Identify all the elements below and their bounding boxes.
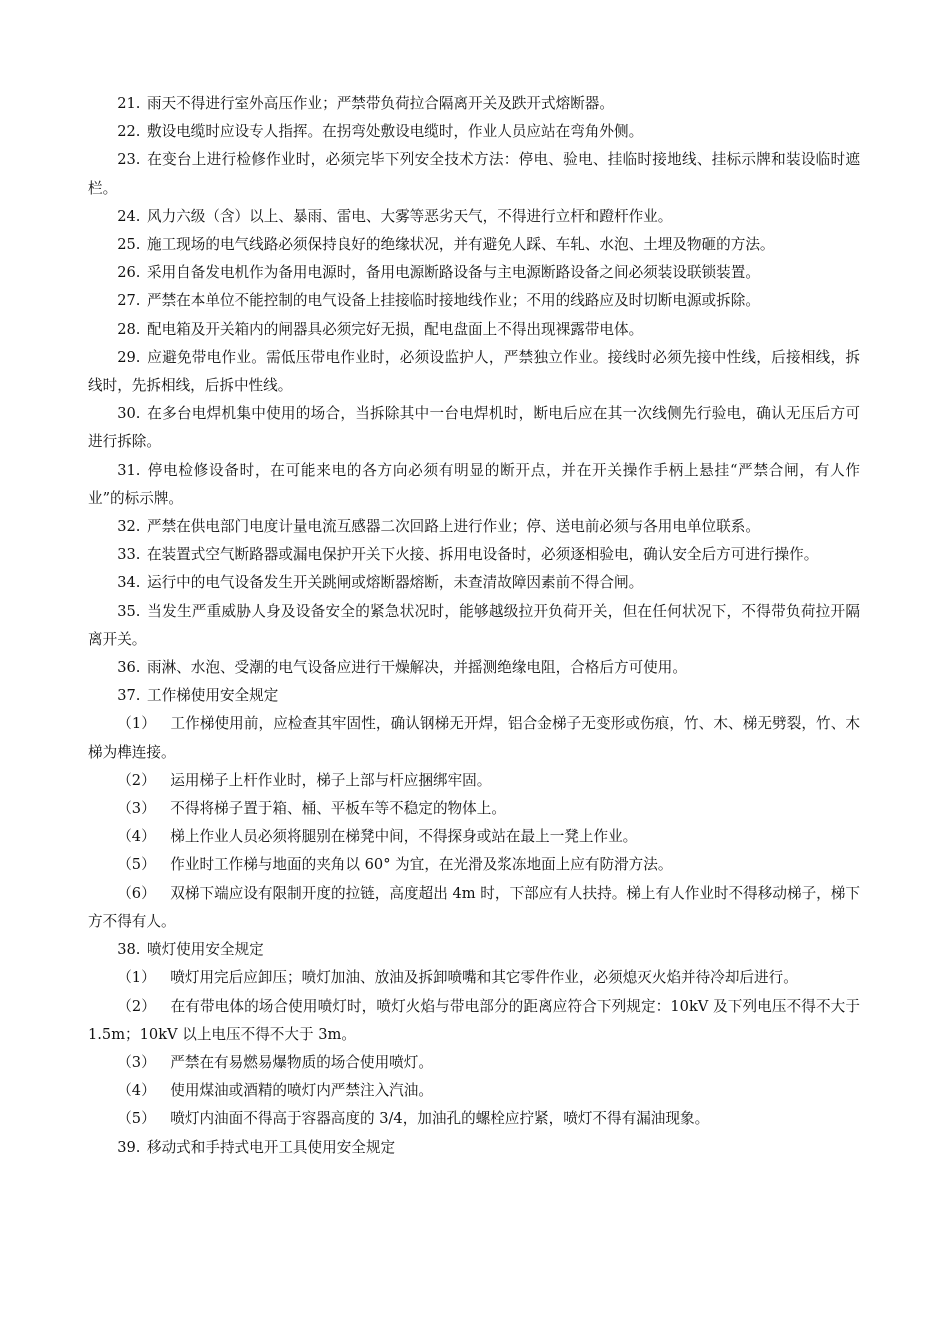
sub-item-number: （5） — [117, 1110, 156, 1128]
sub-item-37-6 — [88, 880, 860, 936]
paragraph-33 — [88, 541, 860, 569]
item-text: 在多台电焊机集中使用的场合，当拆除其中一台电焊机时，断电后应在其一次线侧先行验电，确认无压后方可进行拆除。 — [88, 405, 860, 451]
item-text: 敷设电缆时应设专人指挥。在拐弯处敷设电缆时，作业人员应站在弯角外侧。 — [146, 123, 644, 141]
sub-item-number: （5） — [117, 856, 156, 874]
item-number: 36. — [117, 659, 141, 677]
paragraph-35 — [88, 598, 860, 654]
item-number: 25. — [117, 236, 141, 254]
item-text: 配电箱及开关箱内的闸器具必须完好无损，配电盘面上不得出现裸露带电体。 — [146, 320, 644, 338]
sub-item-number: （2） — [117, 771, 156, 789]
item-number: 35. — [117, 602, 141, 620]
sub-item-38-2 — [88, 993, 860, 1049]
item-text: 在变台上进行检修作业时，必须完毕下列安全技术方法：停电、验电、挂临时接地线、挂标示牌和装设临时遮栏。 — [88, 151, 860, 197]
sub-item-text: 梯上作业人员必须将腿别在梯凳中间，不得探身或站在最上一凳上作业。 — [170, 828, 638, 846]
item-text: 采用自备发电机作为备用电源时，备用电源断路设备与主电源断路设备之间必须装设联锁装置。 — [146, 264, 760, 282]
sub-item-text: 工作梯使用前，应检查其牢固性，确认钢梯无开焊，铝合金梯子无变形或伤痕，竹、木、梯无劈裂，竹、木梯为榫连接。 — [88, 715, 860, 761]
sub-item-37-5 — [88, 851, 860, 879]
sub-item-number: （2） — [117, 997, 156, 1015]
sub-item-text: 喷灯内油面不得高于容器高度的 3/4，加油孔的螺栓应拧紧，喷灯不得有漏油现象。 — [170, 1110, 710, 1128]
item-number: 22. — [117, 123, 141, 141]
sub-item-number: （4） — [117, 828, 156, 846]
item-text: 工作梯使用安全规定 — [146, 687, 279, 705]
item-number: 23. — [117, 151, 141, 169]
item-number: 30. — [117, 405, 141, 423]
paragraph-29 — [88, 344, 860, 400]
item-number: 34. — [117, 574, 141, 592]
paragraph-24 — [88, 203, 860, 231]
item-text: 在装置式空气断路器或漏电保护开关下火接、拆用电设备时，必须逐相验电，确认安全后方可进行操作。 — [146, 546, 819, 564]
sub-item-38-3 — [88, 1049, 860, 1077]
sub-item-number: （4） — [117, 1082, 156, 1100]
item-text: 停电检修设备时，在可能来电的各方向必须有明显的断开点，并在开关操作手柄上悬挂“严禁合闸，有人作业”的标示牌。 — [88, 461, 860, 507]
sub-item-37-4 — [88, 823, 860, 851]
item-number: 26. — [117, 264, 141, 282]
sub-item-text: 喷灯用完后应卸压；喷灯加油、放油及拆卸喷嘴和其它零件作业，必须熄灭火焰并待冷却后进行。 — [170, 969, 798, 987]
item-text: 喷灯使用安全规定 — [146, 941, 264, 959]
paragraph-25 — [88, 231, 860, 259]
document-page — [88, 90, 860, 1162]
paragraph-23 — [88, 146, 860, 202]
sub-item-37-1 — [88, 710, 860, 766]
section-heading-39 — [88, 1134, 860, 1162]
item-text: 雨淋、水泡、受潮的电气设备应进行干燥解决，并摇测绝缘电阻，合格后方可使用。 — [146, 659, 687, 677]
item-text: 应避免带电作业。需低压带电作业时，必须设监护人，严禁独立作业。接线时必须先接中性线，后接相线，拆线时，先拆相线，后拆中性线。 — [88, 348, 860, 395]
item-text: 运行中的电气设备发生开关跳闸或熔断器熔断，未查清故障因素前不得合闸。 — [146, 574, 644, 592]
item-number: 24. — [117, 207, 141, 225]
sub-item-text: 严禁在有易燃易爆物质的场合使用喷灯。 — [170, 1053, 433, 1071]
paragraph-30 — [88, 400, 860, 456]
sub-item-38-5 — [88, 1105, 860, 1133]
sub-item-text: 作业时工作梯与地面的夹角以 60° 为宜，在光滑及浆冻地面上应有防滑方法。 — [170, 856, 673, 874]
sub-item-text: 双梯下端应设有限制开度的拉链，高度超出 4m 时，下部应有人扶持。梯上有人作业时不得移动梯子，梯下方不得有人。 — [88, 884, 860, 930]
paragraph-28 — [88, 316, 860, 344]
item-text: 施工现场的电气线路必须保持良好的绝缘状况，并有避免人踩、车轧、水泡、土埋及物砸的方法。 — [146, 236, 775, 254]
item-text: 风力六级（含）以上、暴雨、雷电、大雾等恶劣天气，不得进行立杆和蹬杆作业。 — [146, 207, 673, 225]
sub-item-text: 使用煤油或酒精的喷灯内严禁注入汽油。 — [170, 1082, 433, 1100]
paragraph-26 — [88, 259, 860, 287]
item-text: 严禁在供电部门电度计量电流互感器二次回路上进行作业；停、送电前必须与各用电单位联系。 — [146, 518, 760, 536]
item-number: 28. — [117, 320, 141, 338]
item-number: 27. — [117, 292, 141, 310]
paragraph-22 — [88, 118, 860, 146]
item-number: 33. — [117, 546, 141, 564]
sub-item-text: 在有带电体的场合使用喷灯时，喷灯火焰与带电部分的距离应符合下列规定：10kV 及下列电压不得不大于 1.5m；10kV 以上电压不得不大于 3m。 — [88, 997, 860, 1043]
sub-item-37-2 — [88, 767, 860, 795]
sub-item-number: （3） — [117, 800, 156, 818]
sub-item-number: （1） — [117, 715, 156, 733]
sub-item-text: 运用梯子上杆作业时，梯子上部与杆应捆绑牢固。 — [170, 771, 492, 789]
item-number: 38. — [117, 941, 141, 959]
section-heading-37 — [88, 682, 860, 710]
paragraph-32 — [88, 513, 860, 541]
paragraph-31 — [88, 457, 860, 513]
sub-item-number: （1） — [117, 969, 156, 987]
item-text: 移动式和手持式电开工具使用安全规定 — [146, 1138, 396, 1156]
sub-item-number: （6） — [117, 884, 156, 902]
item-number: 31. — [117, 461, 141, 479]
item-text: 当发生严重威胁人身及设备安全的紧急状况时，能够越级拉开负荷开关，但在任何状况下，不得带负荷拉开隔离开关。 — [88, 602, 860, 648]
paragraph-21 — [88, 90, 860, 118]
item-text: 雨天不得进行室外高压作业；严禁带负荷拉合隔离开关及跌开式熔断器。 — [146, 95, 614, 112]
sub-item-text: 不得将梯子置于箱、桶、平板车等不稳定的物体上。 — [170, 800, 506, 818]
item-number: 39. — [117, 1138, 141, 1156]
sub-item-37-3 — [88, 795, 860, 823]
item-text: 严禁在本单位不能控制的电气设备上挂接临时接地线作业；不用的线路应及时切断电源或拆除。 — [146, 292, 760, 310]
sub-item-38-1 — [88, 964, 860, 992]
section-heading-38 — [88, 936, 860, 964]
item-number: 29. — [117, 348, 141, 366]
item-number: 37. — [117, 687, 141, 705]
paragraph-34 — [88, 569, 860, 597]
paragraph-36 — [88, 654, 860, 682]
sub-item-38-4 — [88, 1077, 860, 1105]
sub-item-number: （3） — [117, 1053, 156, 1071]
paragraph-27 — [88, 287, 860, 315]
item-number: 32. — [117, 518, 141, 536]
item-number: 21. — [117, 95, 141, 112]
